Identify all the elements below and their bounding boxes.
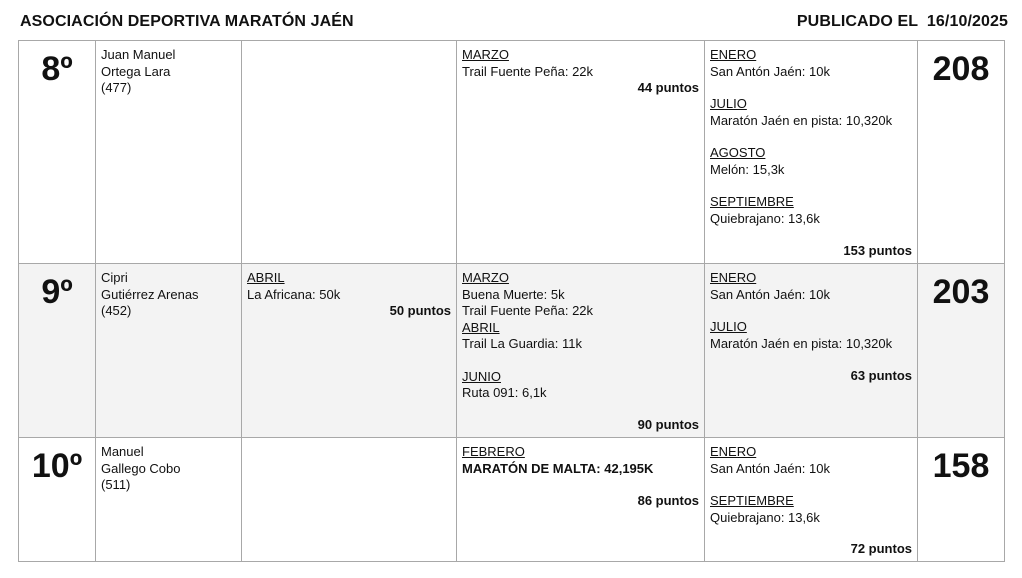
race-item: San Antón Jaén: 10k: [710, 63, 830, 79]
race-item: Trail Fuente Peña: 22k: [462, 63, 594, 79]
athlete-last-name: Ortega Lara: [101, 63, 171, 79]
race-item: La Africana: 50k: [247, 286, 341, 302]
races-cell: [457, 41, 705, 264]
race-item: San Antón Jaén: 10k: [710, 286, 830, 302]
race-item: Maratón Jaén en pista: 10,320k: [710, 112, 893, 128]
race-item: Ruta 091: 6,1k: [462, 385, 547, 400]
ranking-table: [18, 40, 1005, 562]
athlete-cell: [96, 264, 242, 438]
athlete-number: (477): [101, 80, 132, 95]
total-points: 208: [918, 41, 1005, 264]
athlete-cell: [96, 438, 242, 562]
races-cell: [457, 438, 705, 562]
athlete-last-name: Gallego Cobo: [101, 460, 181, 476]
table-row: [19, 264, 1005, 438]
race-item: Quiebrajano: 13,6k: [710, 509, 820, 525]
athlete-first-name: Manuel: [101, 444, 144, 459]
total-points: 158: [918, 438, 1005, 562]
points-label: 44 puntos: [637, 80, 699, 95]
points-label: 72 puntos: [850, 541, 912, 556]
month-label: MARZO: [462, 270, 509, 285]
total-points: 203: [918, 264, 1005, 438]
athlete-first-name: Cipri: [101, 270, 128, 285]
month-label: JULIO: [710, 96, 747, 111]
month-label: FEBRERO: [462, 444, 525, 459]
athlete-cell: [96, 41, 242, 264]
month-label: JUNIO: [462, 368, 501, 384]
points-label: 63 puntos: [850, 368, 912, 383]
table-row: [19, 41, 1005, 264]
athlete-last-name: Gutiérrez Arenas: [101, 286, 199, 302]
month-label: ENERO: [710, 47, 757, 62]
month-label: ENERO: [710, 444, 757, 459]
race-item: San Antón Jaén: 10k: [710, 460, 830, 476]
race-item: Melón: 15,3k: [710, 161, 785, 177]
month-label: ENERO: [710, 270, 757, 285]
races-cell-empty: [242, 438, 457, 562]
race-item: Trail La Guardia: 11k: [462, 336, 582, 351]
month-label: SEPTIEMBRE: [710, 493, 794, 508]
table-row: [19, 438, 1005, 562]
races-cell: [242, 264, 457, 438]
race-item: Trail Fuente Peña: 22k: [462, 303, 594, 318]
publication-date: PUBLICADO EL 16/10/2025: [796, 13, 1008, 30]
races-cell-empty: [242, 41, 457, 264]
races-cell: [457, 264, 705, 438]
month-label: SEPTIEMBRE: [710, 194, 794, 209]
race-item: Maratón Jaén en pista: 10,320k: [710, 335, 893, 351]
athlete-number: (511): [101, 477, 131, 492]
month-label: AGOSTO: [710, 145, 766, 160]
page-header: [20, 11, 1008, 33]
page-title: ASOCIACIÓN DEPORTIVA MARATÓN JAÉN: [20, 13, 354, 30]
position-cell: 10º: [19, 438, 96, 562]
races-cell: [705, 264, 918, 438]
race-item: MARATÓN DE MALTA: 42,195K: [462, 460, 654, 476]
points-label: 153 puntos: [843, 243, 912, 258]
races-cell: [705, 438, 918, 562]
points-label: 86 puntos: [637, 493, 699, 508]
position-cell: 8º: [19, 41, 96, 264]
position-cell: 9º: [19, 264, 96, 438]
points-label: 50 puntos: [389, 303, 451, 318]
month-label: ABRIL: [462, 319, 500, 335]
athlete-number: (452): [101, 303, 132, 318]
athlete-first-name: Juan Manuel: [101, 47, 176, 62]
points-label: 90 puntos: [637, 417, 699, 432]
race-item: Buena Muerte: 5k: [462, 286, 565, 302]
race-item: Quiebrajano: 13,6k: [710, 210, 820, 226]
races-cell: [705, 41, 918, 264]
month-label: MARZO: [462, 47, 509, 62]
month-label: ABRIL: [247, 270, 285, 285]
month-label: JULIO: [710, 319, 747, 334]
